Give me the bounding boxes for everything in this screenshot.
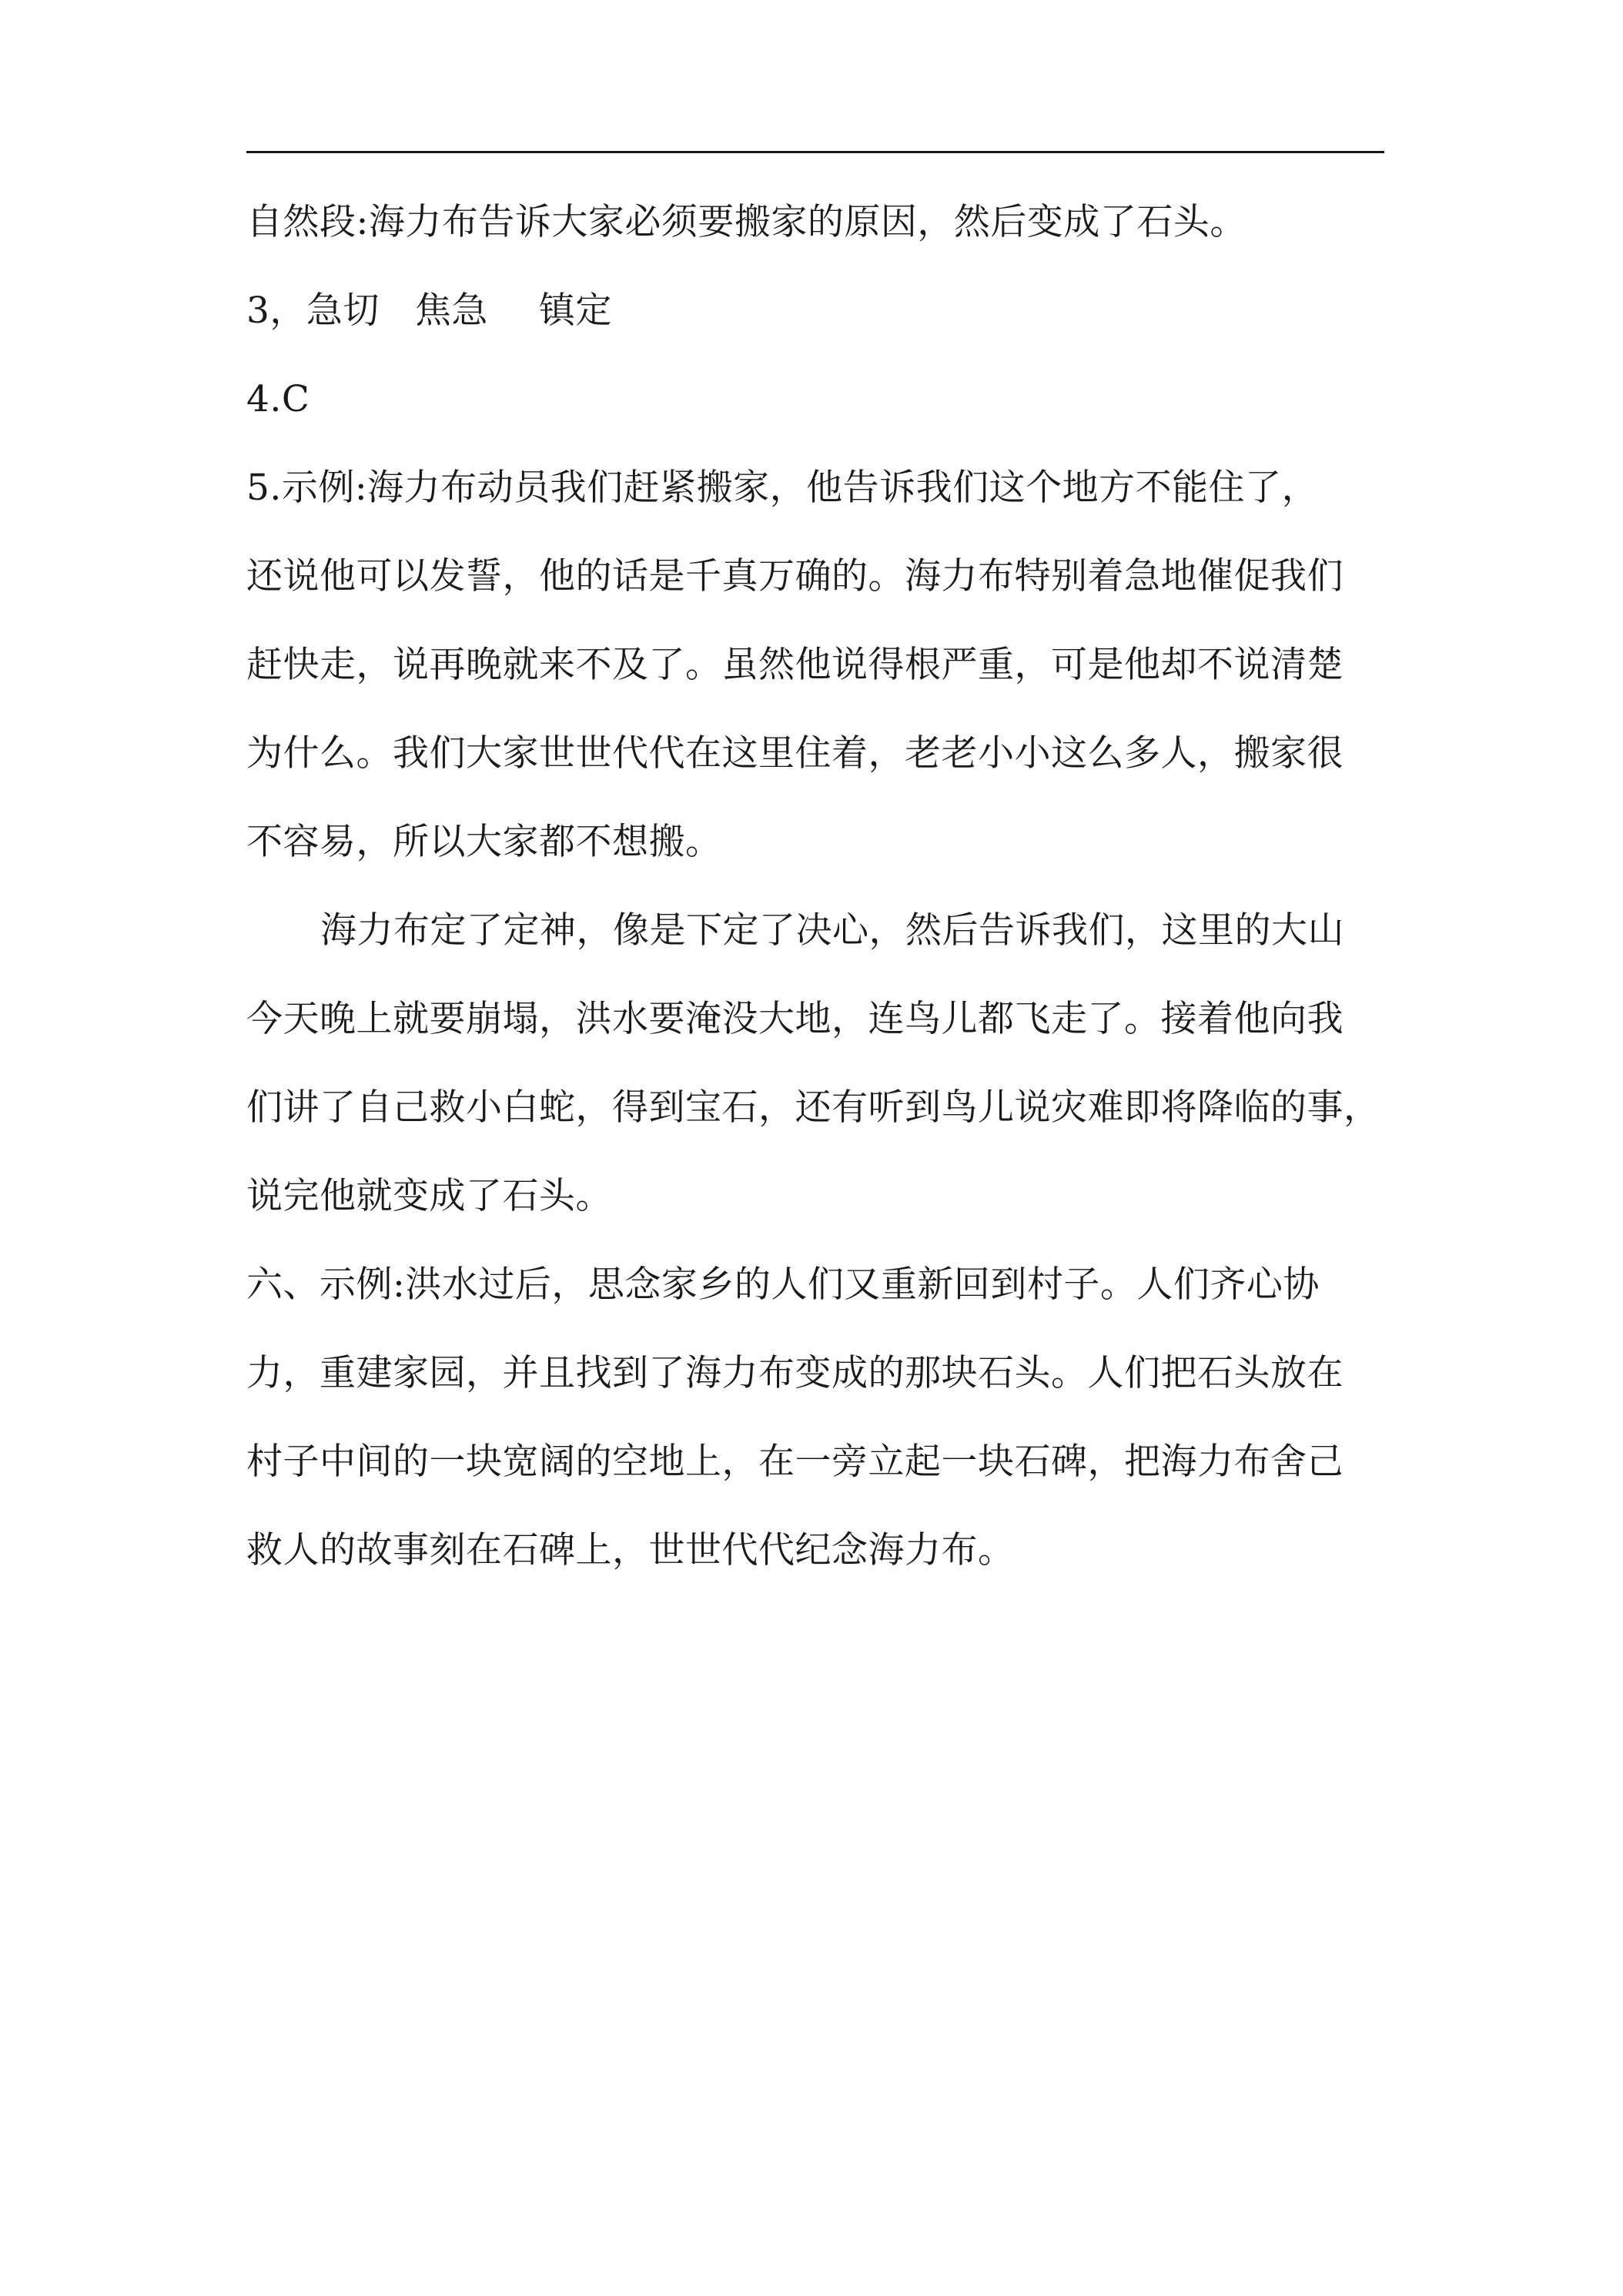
answer-4-line: 4.C bbox=[246, 378, 310, 420]
answer-3-prefix: 3，急切 bbox=[246, 290, 380, 332]
text-line: 力，重建家园，并且找到了海力布变成的那块石头。人们把石头放在 bbox=[246, 1352, 1344, 1394]
document-body bbox=[246, 199, 1384, 1615]
text-line: 还说他可以发誓，他的话是千真万确的。海力布特别着急地催促我们 bbox=[246, 555, 1344, 597]
answer-3-word-3: 镇定 bbox=[538, 290, 612, 332]
text-line: 今天晚上就要崩塌，洪水要淹没大地，连鸟儿都飞走了。接着他向我 bbox=[246, 998, 1344, 1040]
text-line: 为什么。我们大家世世代代在这里住着，老老小小这么多人，搬家很 bbox=[246, 732, 1344, 775]
text-line: 赶快走，说再晚就来不及了。虽然他说得根严重，可是他却不说清楚 bbox=[246, 644, 1344, 686]
answer-3-word-2: 焦急 bbox=[414, 290, 488, 332]
text-line: 5.示例:海力布动员我们赶紧搬家，他告诉我们这个地方不能住了， bbox=[246, 467, 1319, 509]
text-line: 救人的故事刻在石碑上，世世代代纪念海力布。 bbox=[246, 1529, 1015, 1571]
text-line: 不容易，所以大家都不想搬。 bbox=[246, 821, 722, 863]
answer-3-line bbox=[246, 287, 1384, 335]
text-line: 们讲了自己救小白蛇，得到宝石，还有听到鸟儿说灾难即将降临的事， bbox=[246, 1086, 1380, 1129]
text-line: 自然段:海力布告诉大家必须要搬家的原因，然后变成了石头。 bbox=[246, 201, 1247, 243]
text-line: 村子中间的一块宽阔的空地上，在一旁立起一块石碑，把海力布舍己 bbox=[246, 1441, 1344, 1483]
text-line-indented: 海力布定了定神，像是下定了决心，然后告诉我们，这里的大山 bbox=[320, 909, 1344, 952]
text-line: 六、示例:洪水过后，思念家乡的人们又重新回到村子。人们齐心协 bbox=[246, 1263, 1320, 1306]
header-rule bbox=[246, 151, 1384, 153]
text-line: 说完他就变成了石头。 bbox=[246, 1175, 612, 1217]
